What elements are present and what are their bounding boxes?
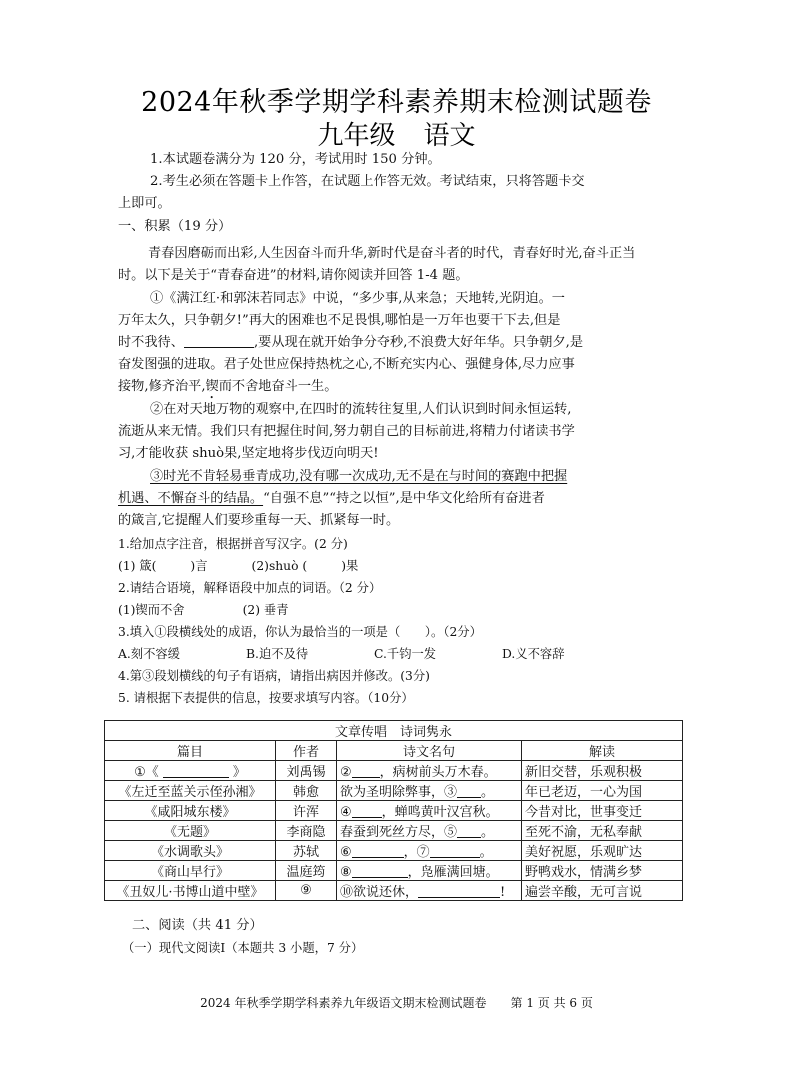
question-3-options [118, 644, 565, 664]
q2-item-b: (2) 垂青 [242, 603, 289, 617]
table-cell: 刘禹锡 [276, 761, 337, 781]
intro-line-1: 青春因磨砺而出彩,人生因奋斗而升华,新时代是奋斗者的时代，青春好时光,奋斗正当 [148, 246, 636, 261]
table-header: 诗文名句 [337, 741, 522, 761]
table-row [105, 841, 683, 861]
answer-blank [352, 843, 404, 858]
exam-title: 2024年秋季学期学科素养期末检测试题卷 [141, 87, 652, 118]
answer-blank [352, 763, 380, 778]
answer-blank [418, 883, 500, 898]
question-5: 5. 请根据下表提供的信息，按要求填写内容。（10分） [118, 691, 414, 705]
para2-line2: 流逝从来无情。我们只有把握住时间,努力朝自己的目标前进,将精力付诸读书学 [118, 424, 575, 439]
para3-underlined: 机遇、不懈奋斗的结晶。 [118, 491, 264, 506]
table-cell: ⑧ ，凫雁满回塘。 [337, 861, 522, 881]
q1-item-b: (2)shuò ( [251, 559, 308, 573]
dotted-char: 锲 [205, 379, 219, 394]
section-2-subtitle: （一）现代文阅读Ⅰ（本题共 3 小题，7 分） [122, 941, 364, 955]
answer-blank [457, 783, 481, 798]
para1-line3 [118, 333, 583, 353]
table-caption: 文章传唱 诗词隽永 [105, 721, 683, 741]
table-cell: ⑩欲说还休， ! [337, 881, 522, 901]
grade-label: 九年级 [317, 121, 396, 151]
note-1: 1.本试题卷满分为 120 分，考试用时 150 分钟。 [150, 152, 441, 167]
note-2-cont: 上即可。 [118, 196, 171, 211]
para3-line1: ③时光不肯轻易垂青成功,没有哪一次成功,无不是在与时间的赛跑中把握 [150, 469, 568, 484]
para1-line2: 万年太久，只争朝夕!”再大的困难也不足畏惧,哪怕是一万年也要干下去,但是 [118, 313, 561, 328]
table-cell: ⑨ [276, 881, 337, 901]
table-header: 作者 [276, 741, 337, 761]
para1-line1: ①《满江红·和郭沫若同志》中说，“多少事,从来急；天地转,光阴迫。一 [150, 291, 565, 306]
para1-line4: 奋发图强的进取。君子处世应保持热枕之心,不断充实内心、强健身体,尽力应事 [118, 357, 575, 372]
table-row [105, 781, 683, 801]
idiom-blank [184, 333, 254, 348]
question-4: 4.第③段划横线的句子有语病，请指出病因并修改。(3分) [118, 669, 430, 683]
table-cell: 欲为圣明除弊事，③ 。 [337, 781, 522, 801]
table-cell: 《商山早行》 [105, 861, 276, 881]
table-header: 篇目 [105, 741, 276, 761]
para1-line5 [118, 377, 337, 402]
table-cell: 年已老迈，一心为国 [522, 781, 683, 801]
option-a: A.刻不容缓 [118, 647, 180, 661]
para3-line3: 的箴言,它提醒人们要珍重每一天、抓紧每一时。 [118, 513, 400, 528]
table-cell: ⑥ ，⑦ 。 [337, 841, 522, 861]
option-b: B.迫不及待 [246, 647, 309, 661]
table-cell: ② ，病树前头万木春。 [337, 761, 522, 781]
table-cell: 《左迁至蓝关示侄孙湘》 [105, 781, 276, 801]
table-cell: 野鸭戏水，情满乡梦 [522, 861, 683, 881]
table-cell: 温庭筠 [276, 861, 337, 881]
q1-item-b-end: )果 [341, 559, 359, 573]
page-footer [0, 994, 793, 1011]
table-cell: 美好祝愿，乐观旷达 [522, 841, 683, 861]
table-row [105, 761, 683, 781]
option-c: C.千钧一发 [374, 647, 437, 661]
para3-line2-end: “自强不息”“持之以恒”,是中华文化给所有奋进者 [263, 491, 545, 506]
answer-blank [352, 803, 382, 818]
question-2-items [118, 600, 289, 620]
section-2-title: 二、阅读（共 41 分） [132, 918, 263, 933]
table-cell: 遍尝辛酸，无可言说 [522, 881, 683, 901]
answer-blank [352, 863, 408, 878]
exam-subtitle [0, 115, 793, 152]
intro-line-2: 时。以下是关于“青春奋进”的材料,请你阅读并回答 1-4 题。 [118, 268, 469, 283]
para1-line5-a: 接物,修齐治平, [118, 379, 206, 394]
table-cell: 新旧交替，乐观积极 [522, 761, 683, 781]
question-2: 2.请结合语境，解释语段中加点的词语。（2 分） [118, 581, 382, 595]
table-row [105, 801, 683, 821]
section-1-title: 一、积累（19 分） [118, 219, 232, 234]
table-row [105, 821, 683, 841]
note-2: 2.考生必须在答题卡上作答，在试题上作答无效。考试结束，只将答题卡交 [150, 174, 585, 189]
q2-item-a: (1)锲而不舍 [118, 603, 185, 617]
table-row [105, 881, 683, 901]
table-cell: ①《 》 [105, 761, 276, 781]
para1-line3-end: ,要从现在就开始争分夺秒,不浪费大好年华。只争朝夕,是 [253, 335, 584, 350]
para2-line1: ②在对天地万物的观察中,在四时的流转往复里,人们认识到时间永恒运转, [150, 402, 572, 417]
page-number: 第 1 页 共 6 页 [510, 996, 593, 1010]
table-row [105, 861, 683, 881]
footer-title: 2024 年秋季学期学科素养九年级语文期末检测试题卷 [200, 996, 487, 1010]
question-3: 3.填入①段横线处的成语，你认为最恰当的一项是（ ）。（2分） [118, 625, 482, 639]
subject-label: 语文 [423, 121, 476, 151]
table-cell: 许浑 [276, 801, 337, 821]
table-cell: 韩愈 [276, 781, 337, 801]
table-header: 解读 [522, 741, 683, 761]
question-1-items [118, 556, 358, 576]
table-cell: 李商隐 [276, 821, 337, 841]
table-cell: ④ ，蝉鸣黄叶汉宫秋。 [337, 801, 522, 821]
answer-blank [457, 823, 481, 838]
para1-line5-c: 而不舍地奋斗一生。 [218, 379, 338, 394]
option-d: D.义不容辞 [502, 647, 565, 661]
para1-line3-start: 时不我待、 [118, 335, 184, 350]
para3-line2 [118, 489, 545, 509]
table-cell: 春蚕到死丝方尽，⑤ 。 [337, 821, 522, 841]
para2-line3: 习,才能收获 shuò果,坚定地将步伐迈向明天! [118, 446, 379, 461]
table-cell: 苏轼 [276, 841, 337, 861]
poetry-table [104, 720, 683, 901]
table-cell: 今昔对比，世事变迁 [522, 801, 683, 821]
table-cell: 《咸阳城东楼》 [105, 801, 276, 821]
q1-item-a-end: )言 [190, 559, 208, 573]
answer-blank [430, 843, 480, 858]
question-1: 1.给加点字注音，根据拼音写汉字。(2 分) [118, 537, 348, 551]
q1-item-a: (1) 箴( [118, 559, 157, 573]
table-cell: 《丑奴儿·书博山道中壁》 [105, 881, 276, 901]
table-cell: 《水调歌头》 [105, 841, 276, 861]
table-cell: 《无题》 [105, 821, 276, 841]
answer-blank [163, 763, 229, 778]
table-cell: 至死不渝，无私奉献 [522, 821, 683, 841]
